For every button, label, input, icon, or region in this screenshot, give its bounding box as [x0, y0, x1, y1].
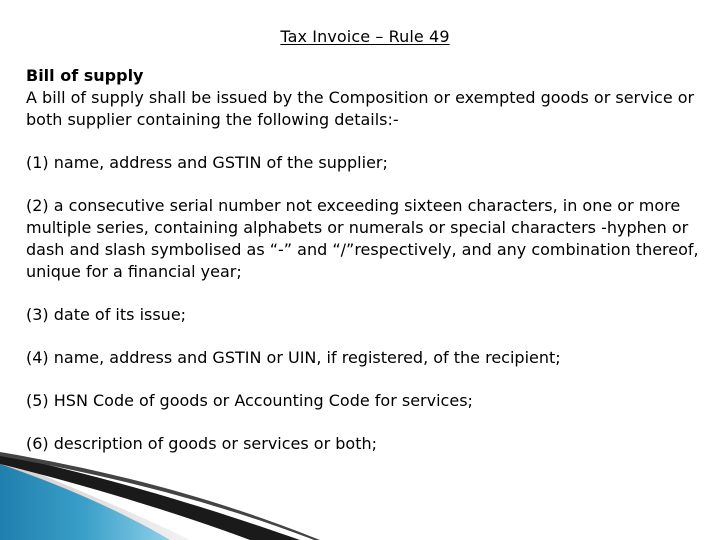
list-item-5: (5) HSN Code of goods or Accounting Code for services; [26, 391, 473, 410]
list-item-4: (4) name, address and GSTIN or UIN, if registered, of the recipient; [26, 348, 561, 367]
slide-title: Tax Invoice – Rule 49 [280, 27, 450, 46]
intro-paragraph: A bill of supply shall be issued by the Composition or exempted goods or service or both supplier containing the following details:- [26, 88, 695, 129]
list-item-6: (6) description of goods or services or both; [26, 434, 378, 453]
list-item-3: (3) date of its issue; [26, 305, 187, 324]
corner-swoosh-decoration [0, 450, 720, 540]
section-heading: Bill of supply [26, 66, 144, 85]
list-item-2: (2) a consecutive serial number not exceeding sixteen characters, in one or more multiple series, containing alphabets or numerals or special characters -hyphen or dash and slash symbolised as “-” and “/”respectively, and any combination thereof, unique for a financial year; [26, 196, 699, 281]
list-item-1: (1) name, address and GSTIN of the supplier; [26, 153, 388, 172]
slide-body [26, 65, 706, 455]
